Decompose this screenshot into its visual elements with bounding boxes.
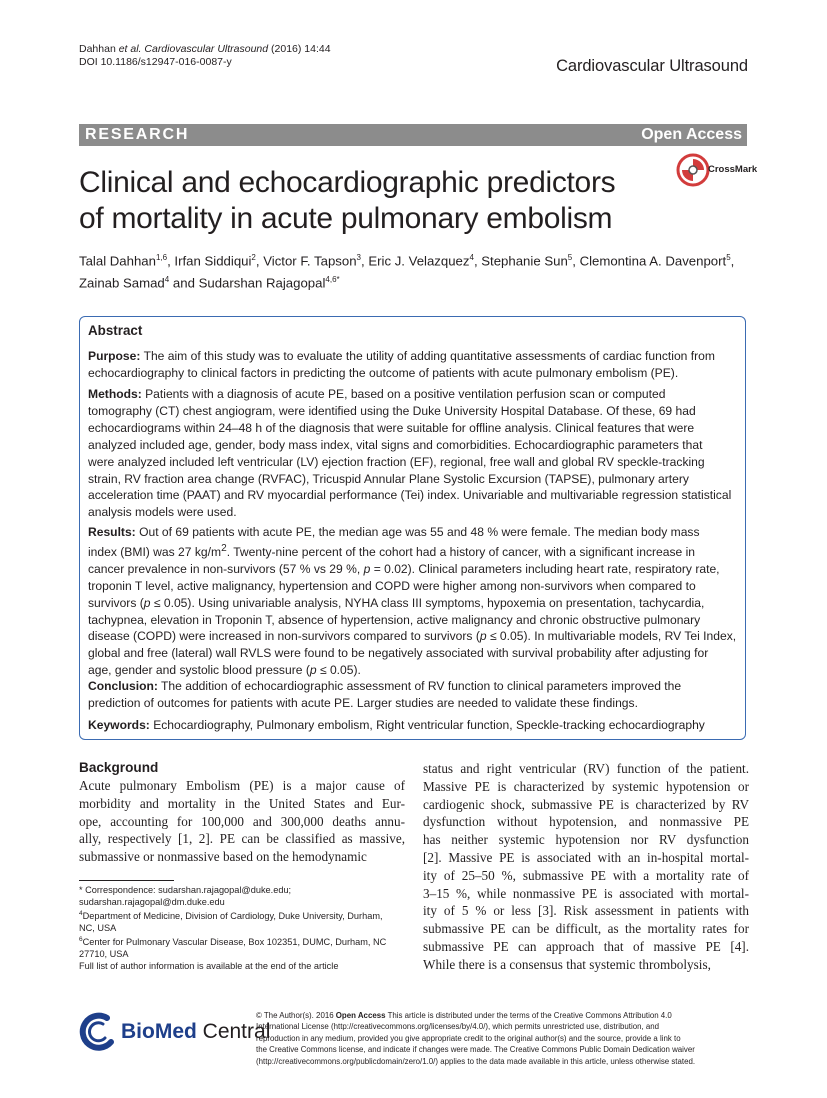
abstract-heading: Abstract [88,323,143,338]
body-line: 3–15 %, while nonmassive PE is associated with mortal- [423,885,749,901]
abstract-line: Methods: Patients with a diagnosis of acute PE, based on a positive ventilation perfusion scan or computed [88,387,666,401]
abstract-line: tachypnea, elevation in Troponin T, absence of hypertension, active malignancy and chronic obstructive pulmonary [88,612,701,627]
abstract-methods [88,386,738,521]
abstract-line: Conclusion: The addition of echocardiographic assessment of RV function to clinical parameters improved the [88,679,682,693]
body-line: [2]. Massive PE is associated with an in-hospital mortal- [423,849,749,865]
abstract-line: Purpose: The aim of this study was to evaluate the utility of adding quantitative assessments of cardiac function from [88,349,715,363]
license-line: © The Author(s). 2016 Open Access This article is distributed under the terms of the Creative Commons Attribution 4.0 [256,1011,672,1020]
citation-line-1: Dahhan et al. Cardiovascular Ultrasound (2016) 14:44 [79,43,331,55]
background-heading: Background [79,760,159,775]
body-line: status and right ventricular (RV) function of the patient. [423,761,749,776]
footnote-line: sudarshan.rajagopal@dm.duke.edu [79,897,225,907]
biomed-logo-icon [79,1012,119,1052]
abstract-line: cancer prevalence in non-survivors (57 % vs 29 %, p = 0.02). Clinical parameters including heart rate, respiratory rate, [88,561,720,576]
footnote-line: * Correspondence: sudarshan.rajagopal@duke.edu; [79,885,292,895]
abstract-line: analyzed included age, gender, body mass index, vital signs and comorbidities. Echocardiographic parameters that [88,437,703,452]
footnotes [79,884,409,972]
footnote-line: Full list of author information is available at the end of the article [79,961,339,972]
open-access-label: Open Access [641,126,742,143]
abstract-line: index (BMI) was 27 $kg/m^2$. Twenty-nine percent of the cohort had a history of cancer, with a significant increase in [88,542,696,559]
abstract-keywords [88,717,738,734]
article-type-label: RESEARCH [85,126,190,143]
body-line: Acute pulmonary Embolism (PE) is a major cause of [79,778,405,793]
author-list [79,248,759,293]
crossmark-badge[interactable] [676,153,760,189]
abstract-line: were analyzed included left ventricular (LV) ejection fraction (EF), regional, free wall and global RV speckle-tracking [88,454,705,469]
crossmark-icon [676,153,710,187]
footnote-divider [79,880,174,881]
body-line: ity of 5 % or less [3]. Risk assessment in patients with [423,903,749,919]
abstract-line: analysis models were used. [88,505,237,520]
crossmark-label: CrossMark [708,164,758,175]
keywords-label: Keywords: [88,718,150,732]
abstract-line: echocardiograms within 24–48 h of the diagnosis that were suitable for offline analysis. Clinical features that were [88,420,695,435]
body-line: dysfunction without hypotension, and nonmassive PE [423,814,749,830]
abstract-line: global and free (lateral) wall RVLS were found to be negatively associated with survival probability after adjusting for [88,646,709,661]
abstract-line: age, gender and systolic blood pressure (p ≤ 0.05). [88,663,361,678]
body-line: submassive PE can approach that of massive PE [4]. [423,938,749,954]
license-line: the Creative Commons license, and indicate if changes were made. The Creative Commons Public Domain Dedication waiver [256,1045,695,1055]
abstract-line: echocardiography to clinical factors in predicting the outcome of patients with acute pulmonary embolism (PE). [88,365,679,380]
abstract-line: strain, RV fraction area change (RVFAC), Tricuspid Annular Plane Systolic Excursion (TAPSE), pulmonary artery [88,471,689,486]
body-line: submassive or nonmassive based on the hemodynamic [79,849,367,865]
journal-name: Cardiovascular Ultrasound [556,57,748,75]
abstract-line: tomography (CT) chest angiogram, were identified using the Duke University Hospital Database. Of these, 69 had [88,403,696,418]
article-type-banner [79,124,747,146]
abstract-line: troponin T level, active malignancy, hypertension and COPD were higher among non-survivors when compared to [88,578,696,593]
publisher-logo[interactable] [79,1010,271,1054]
title-line: of mortality in acute pulmonary embolism [79,202,613,235]
license-line: (http://creativecommons.org/publicdomain/zero/1.0/) applies to the data made available in this article, unless otherwise stated. [256,1056,696,1066]
abstract-line: survivors (p ≤ 0.05). Using univariable analysis, NYHA class III symptoms, hypoxemia on presentation, tachycardia, [88,595,705,610]
body-line: morbidity and mortality in the United States and Eur- [79,795,405,811]
methods-label: Methods: [88,387,142,401]
body-line: ally, respectively [1, 2]. PE can be classified as massive, [79,831,405,847]
body-left-column [79,777,405,866]
footnote-line: $^6$Center for Pulmonary Vascular Disease, Box 102351, DUMC, Durham, NC [79,936,387,948]
license-text [256,1010,751,1067]
author-line: Talal Dahhan$^{1,6}$, Irfan Siddiqui$^2$, Victor F. Tapson$^3$, Eric J. Velazquez$^4$, Stephanie Sun$^5$, Clemontina A. Davenport$^5$, [79,253,735,269]
body-line: cardiogenic shock, submassive PE is characterized by RV [423,796,749,812]
conclusion-label: Conclusion: [88,679,158,693]
body-line: Massive PE is characterized by systemic hypotension or [423,778,749,794]
author-line: Zainab Samad$^4$ and Sudarshan Rajagopal$^{4,6*}$ [79,275,340,291]
body-line: While there is a consensus that systemic thrombolysis, [423,956,711,972]
footnote-line: $^4$Department of Medicine, Division of Cardiology, Duke University, Durham, [79,910,383,922]
doi-line: DOI 10.1186/s12947-016-0087-y [79,56,232,68]
purpose-label: Purpose: [88,349,141,363]
body-line: ope, accounting for 100,000 and 300,000 deaths annu- [79,813,405,829]
footnote-line: NC, USA [79,923,117,934]
abstract-line: disease (COPD) were increased in non-survivors compared to survivors (p ≤ 0.05). In multivariable models, RV Tei Index, [88,629,737,644]
body-line: has neither systemic hypotension nor RV dysfunction [423,832,749,848]
body-line: submassive PE can be difficult, as the mortality rates for [423,921,749,937]
abstract-results [88,524,738,679]
abstract-line: Keywords: Echocardiography, Pulmonary embolism, Right ventricular function, Speckle-tracking echocardiography [88,718,705,732]
article-title [79,165,679,237]
abstract-line: prediction of outcomes for patients with acute PE. Larger studies are needed to validate these findings. [88,695,638,710]
footnote-line: 27710, USA [79,949,129,960]
abstract-purpose [88,348,738,382]
title-line: Clinical and echocardiographic predictors [79,166,616,199]
abstract-line: Results: Out of 69 patients with acute PE, the median age was 55 and 48 % were female. The median body mass [88,525,700,539]
abstract-line: acceleration time (PAAT) and RV myocardial performance (Tei) index. Univariable and multivariable regression statistical [88,488,732,503]
license-line: International License (http://creativecommons.org/licenses/by/4.0/), which permits unrestricted use, distribution, and [256,1022,660,1032]
license-line: reproduction in any medium, provided you give appropriate credit to the original author(s) and the source, provide a link to [256,1033,681,1043]
body-line: ity of 25–50 %, submassive PE with a mortality rate of [423,867,749,883]
body-right-column [423,760,749,974]
abstract-conclusion [88,678,738,712]
publisher-name: BioMed Central [121,1020,271,1043]
citation-header [79,43,331,69]
results-label: Results: [88,525,136,539]
